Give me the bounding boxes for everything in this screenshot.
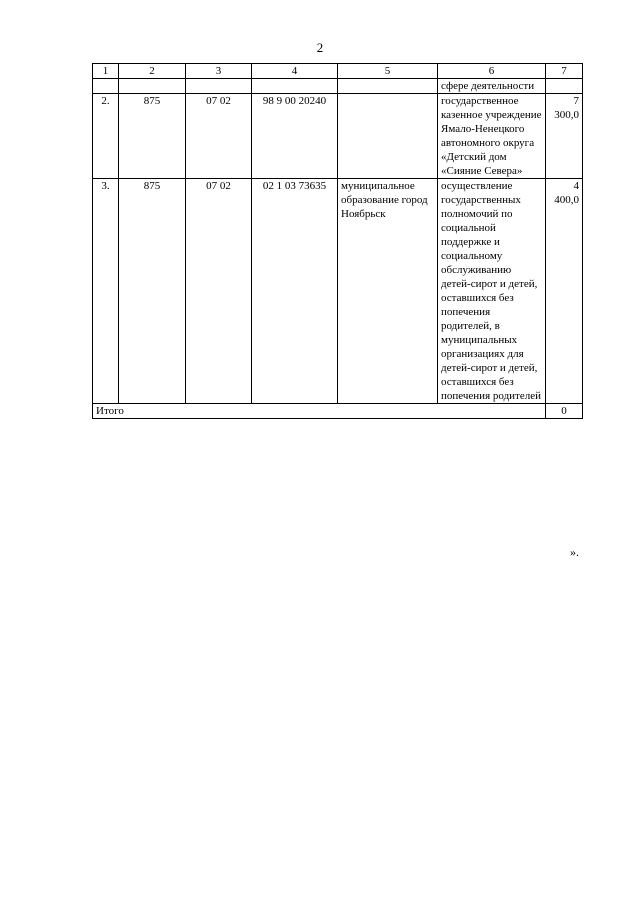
recipient	[338, 79, 438, 94]
total-value: 0	[546, 404, 583, 419]
table-row	[93, 79, 583, 94]
row-number: 3.	[93, 179, 119, 404]
description: осуществление государственных полномочий по социальной поддержке и социальному обслуживанию детей-сирот и детей, оставшихся без попечения родителей, в муниципальных организациях для детей-сирот и детей, оставшихся без попечения родителей	[438, 179, 546, 404]
column-header: 5	[338, 64, 438, 79]
ministry-code	[119, 79, 186, 94]
column-header: 2	[119, 64, 186, 79]
description: сфере деятельности	[438, 79, 546, 94]
section-code	[186, 79, 252, 94]
row-number	[93, 79, 119, 94]
column-header: 6	[438, 64, 546, 79]
total-label: Итого	[93, 404, 546, 419]
column-header: 7	[546, 64, 583, 79]
total-row	[93, 404, 583, 419]
section-code: 07 02	[186, 94, 252, 179]
target-article: 98 9 00 20240	[252, 94, 338, 179]
table-row	[93, 179, 583, 404]
column-header: 3	[186, 64, 252, 79]
recipient: муниципальное образование город Ноябрьск	[338, 179, 438, 404]
table-row	[93, 94, 583, 179]
column-header: 1	[93, 64, 119, 79]
amount	[546, 79, 583, 94]
ministry-code: 875	[119, 94, 186, 179]
page-number: 2	[316, 40, 324, 55]
target-article	[252, 79, 338, 94]
budget-table	[92, 63, 583, 419]
recipient	[338, 94, 438, 179]
table-header-row	[93, 64, 583, 79]
description: государственное казенное учреждение Ямало-Ненецкого автономного округа «Детский дом «Сияние Севера»	[438, 94, 546, 179]
column-header: 4	[252, 64, 338, 79]
target-article: 02 1 03 73635	[252, 179, 338, 404]
closing-quote: ».	[570, 545, 579, 559]
row-number: 2.	[93, 94, 119, 179]
ministry-code: 875	[119, 179, 186, 404]
section-code: 07 02	[186, 179, 252, 404]
amount: 4 400,0	[546, 179, 583, 404]
amount: 7 300,0	[546, 94, 583, 179]
